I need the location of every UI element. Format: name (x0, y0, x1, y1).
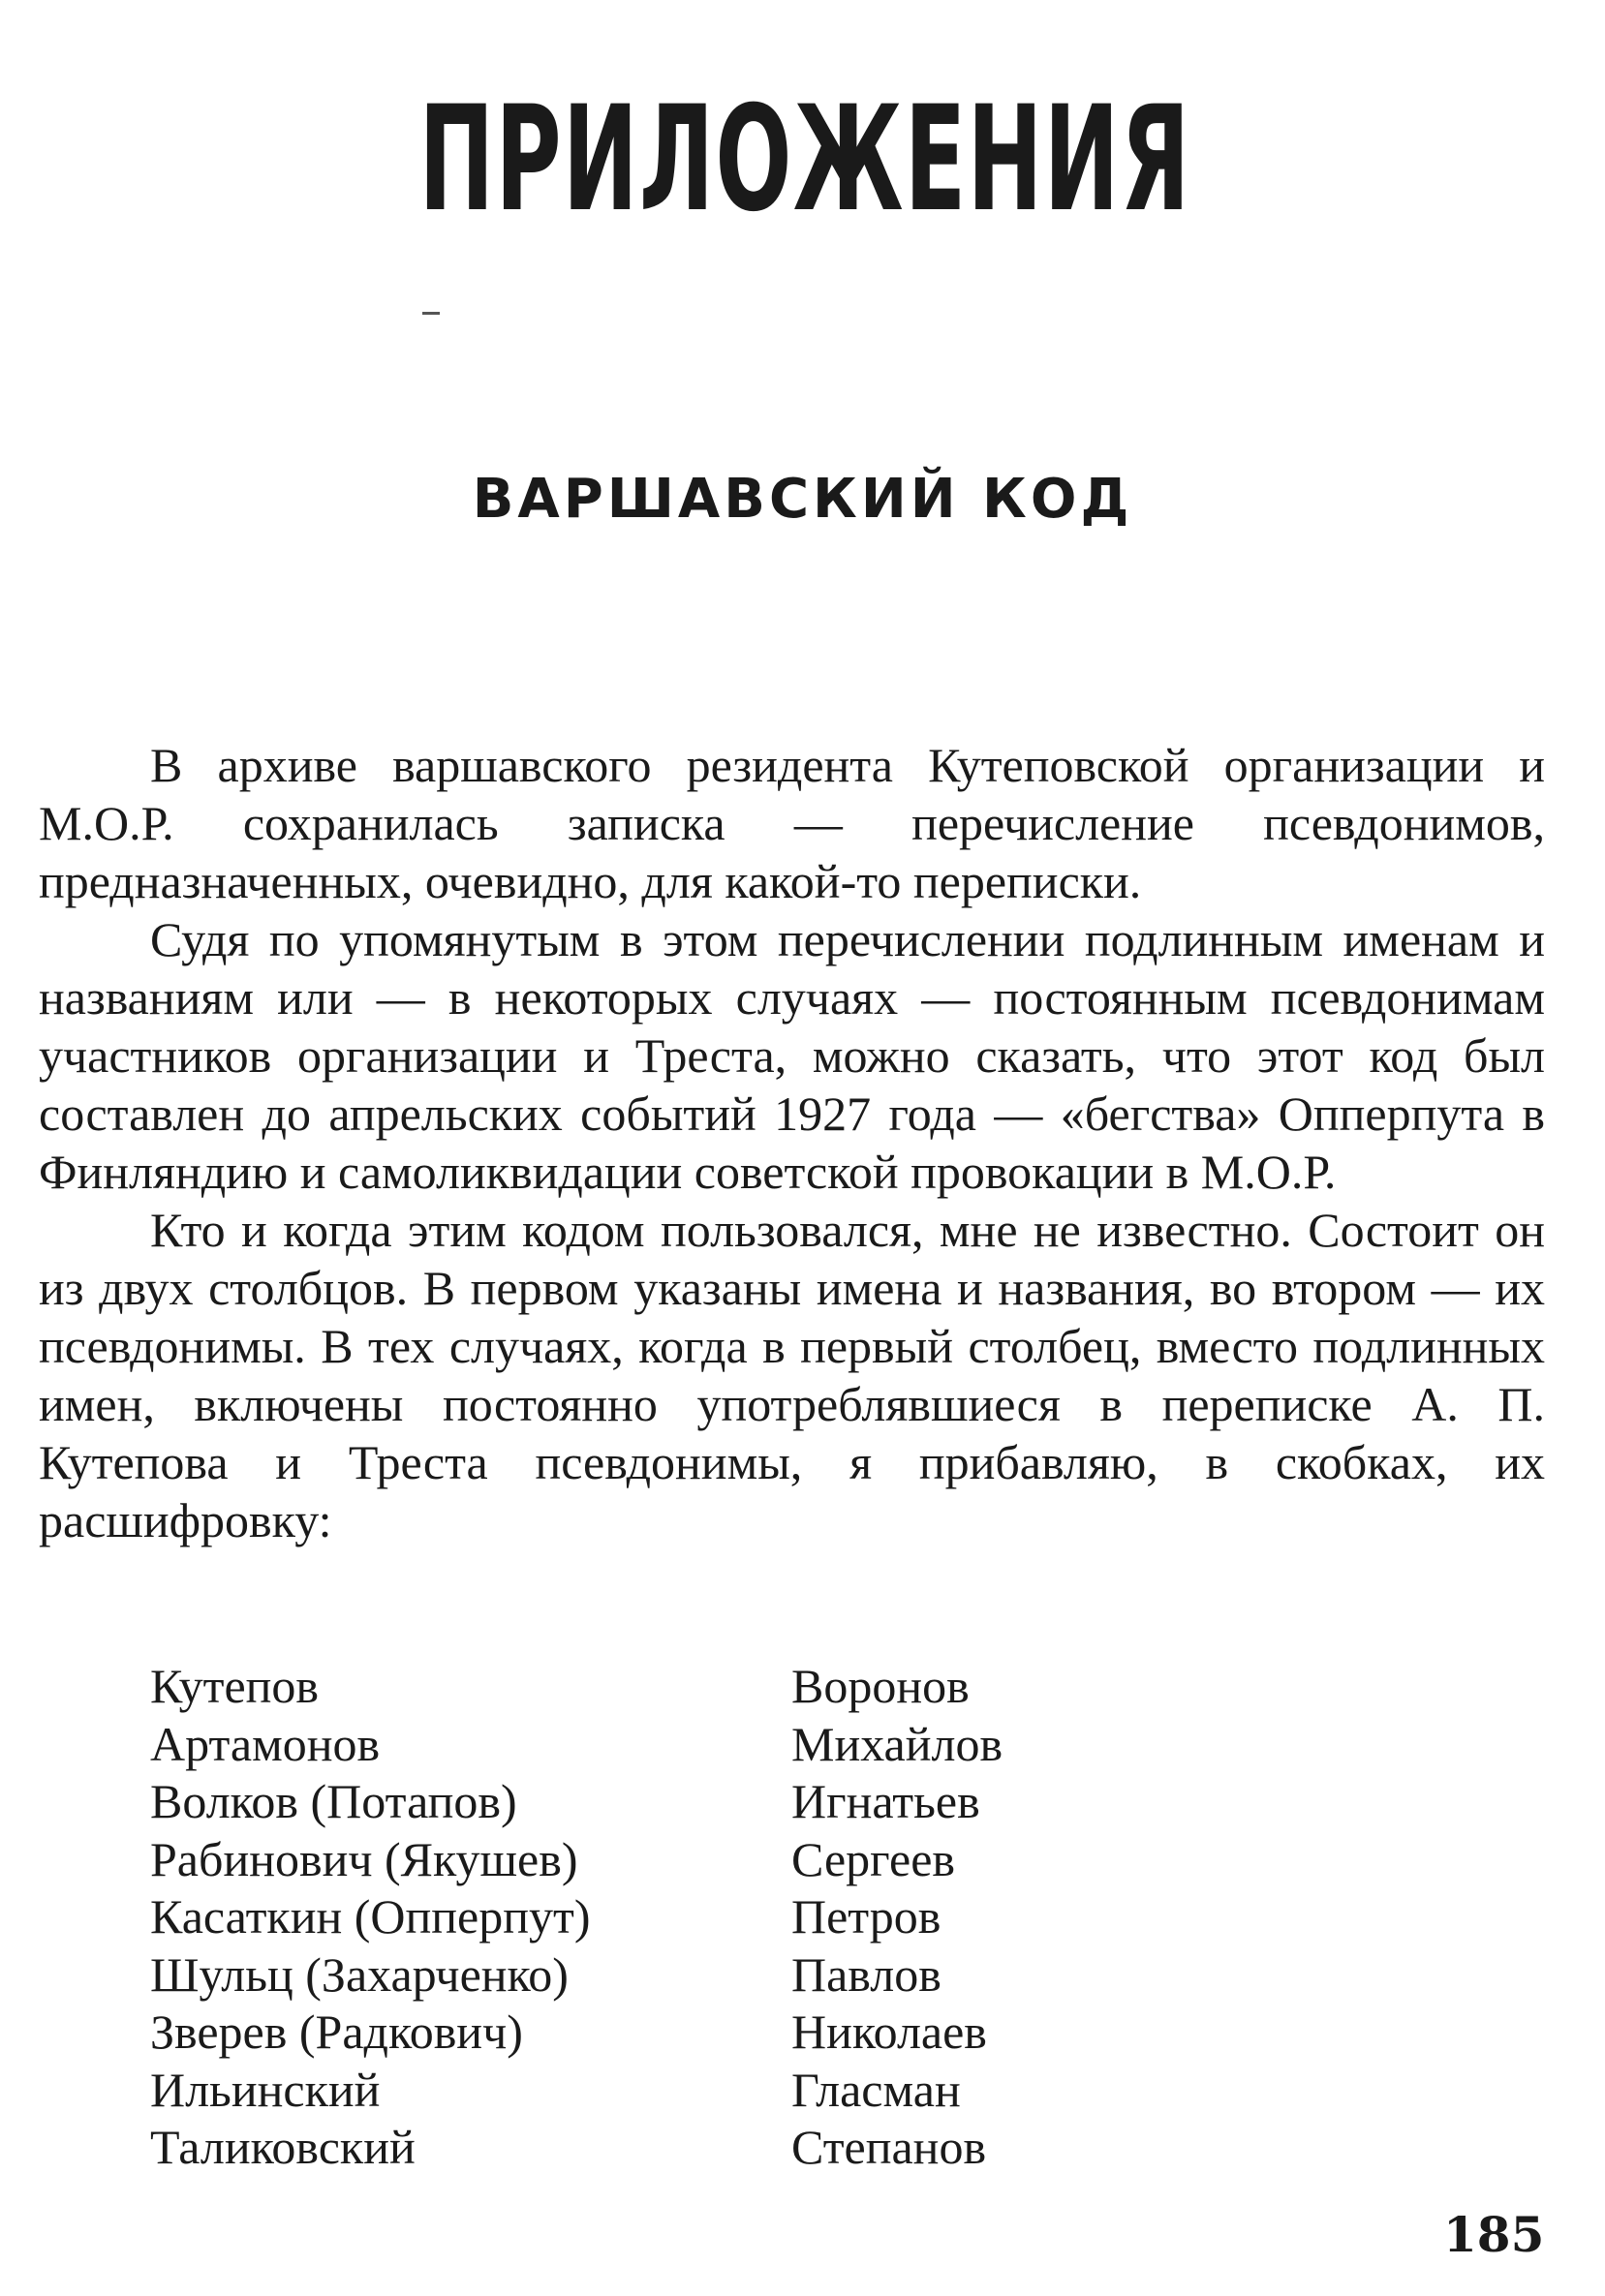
real-name: Касаткин (Опперпут) (150, 1889, 591, 1944)
real-names-column (150, 1658, 791, 2177)
paragraph: Кто и когда этим кодом пользовался, мне не известно. Состоит он из двух столбцов. В первом указаны имена и названия, во втором — их псевдонимы. В тех случаях, когда в первый столбец, вместо подлинных имен, включены постоянно употреблявшиеся в переписке А. П. Кутепова и Треста псевдонимы, я прибавляю, в скобках, их расшифровку: (39, 1203, 1545, 1547)
real-name: Зверев (Радкович) (150, 2005, 523, 2059)
pseudonym: Николаев (791, 2005, 987, 2059)
real-name: Кутепов (150, 1659, 319, 1713)
pseudonym: Павлов (791, 1946, 941, 2002)
pseudonym: Сергеев (791, 1831, 955, 1886)
chapter-title: ВАРШАВСКИЙ КОД (472, 468, 1133, 531)
real-name: Рабинович (Якушев) (150, 1831, 578, 1886)
pseudonym: Игнатьев (791, 1774, 980, 1828)
pseudonyms-column (791, 1658, 1373, 2177)
section-title: ПРИЛОЖЕНИЯ (418, 76, 1191, 244)
real-name: Артамонов (150, 1716, 381, 1771)
paragraph: Судя по упомянутым в этом перечислении подлинным именам и названиям или — в некоторых случаях — постоянным псевдонимам участников организации и Треста, можно сказать, что этот код был составлен до апрельских событий 1927 года — «бегства» Опперпута в Финляндию и самоликвидации советской провокации в М.О.Р. (39, 912, 1545, 1199)
pseudonym: Степанов (791, 2120, 987, 2174)
page-number: 185 (1443, 2206, 1545, 2263)
pseudonym: Михайлов (791, 1716, 1003, 1771)
real-name: Ильинский (150, 2062, 381, 2117)
print-mark (422, 312, 440, 315)
pseudonym: Петров (791, 1889, 941, 1944)
real-name: Таликовский (150, 2120, 416, 2174)
real-name: Шульц (Захарченко) (150, 1946, 569, 2002)
body-text (39, 736, 1545, 1549)
paragraph: В архиве варшавского резидента Кутеповской организации и М.О.Р. сохранилась записка — перечисление псевдонимов, предназначенных, очевидно, для какой-то переписки. (39, 738, 1545, 908)
pseudonym: Воронов (791, 1659, 970, 1713)
code-table (150, 1658, 1409, 2177)
pseudonym: Гласман (791, 2062, 961, 2117)
real-name: Волков (Потапов) (150, 1774, 517, 1828)
